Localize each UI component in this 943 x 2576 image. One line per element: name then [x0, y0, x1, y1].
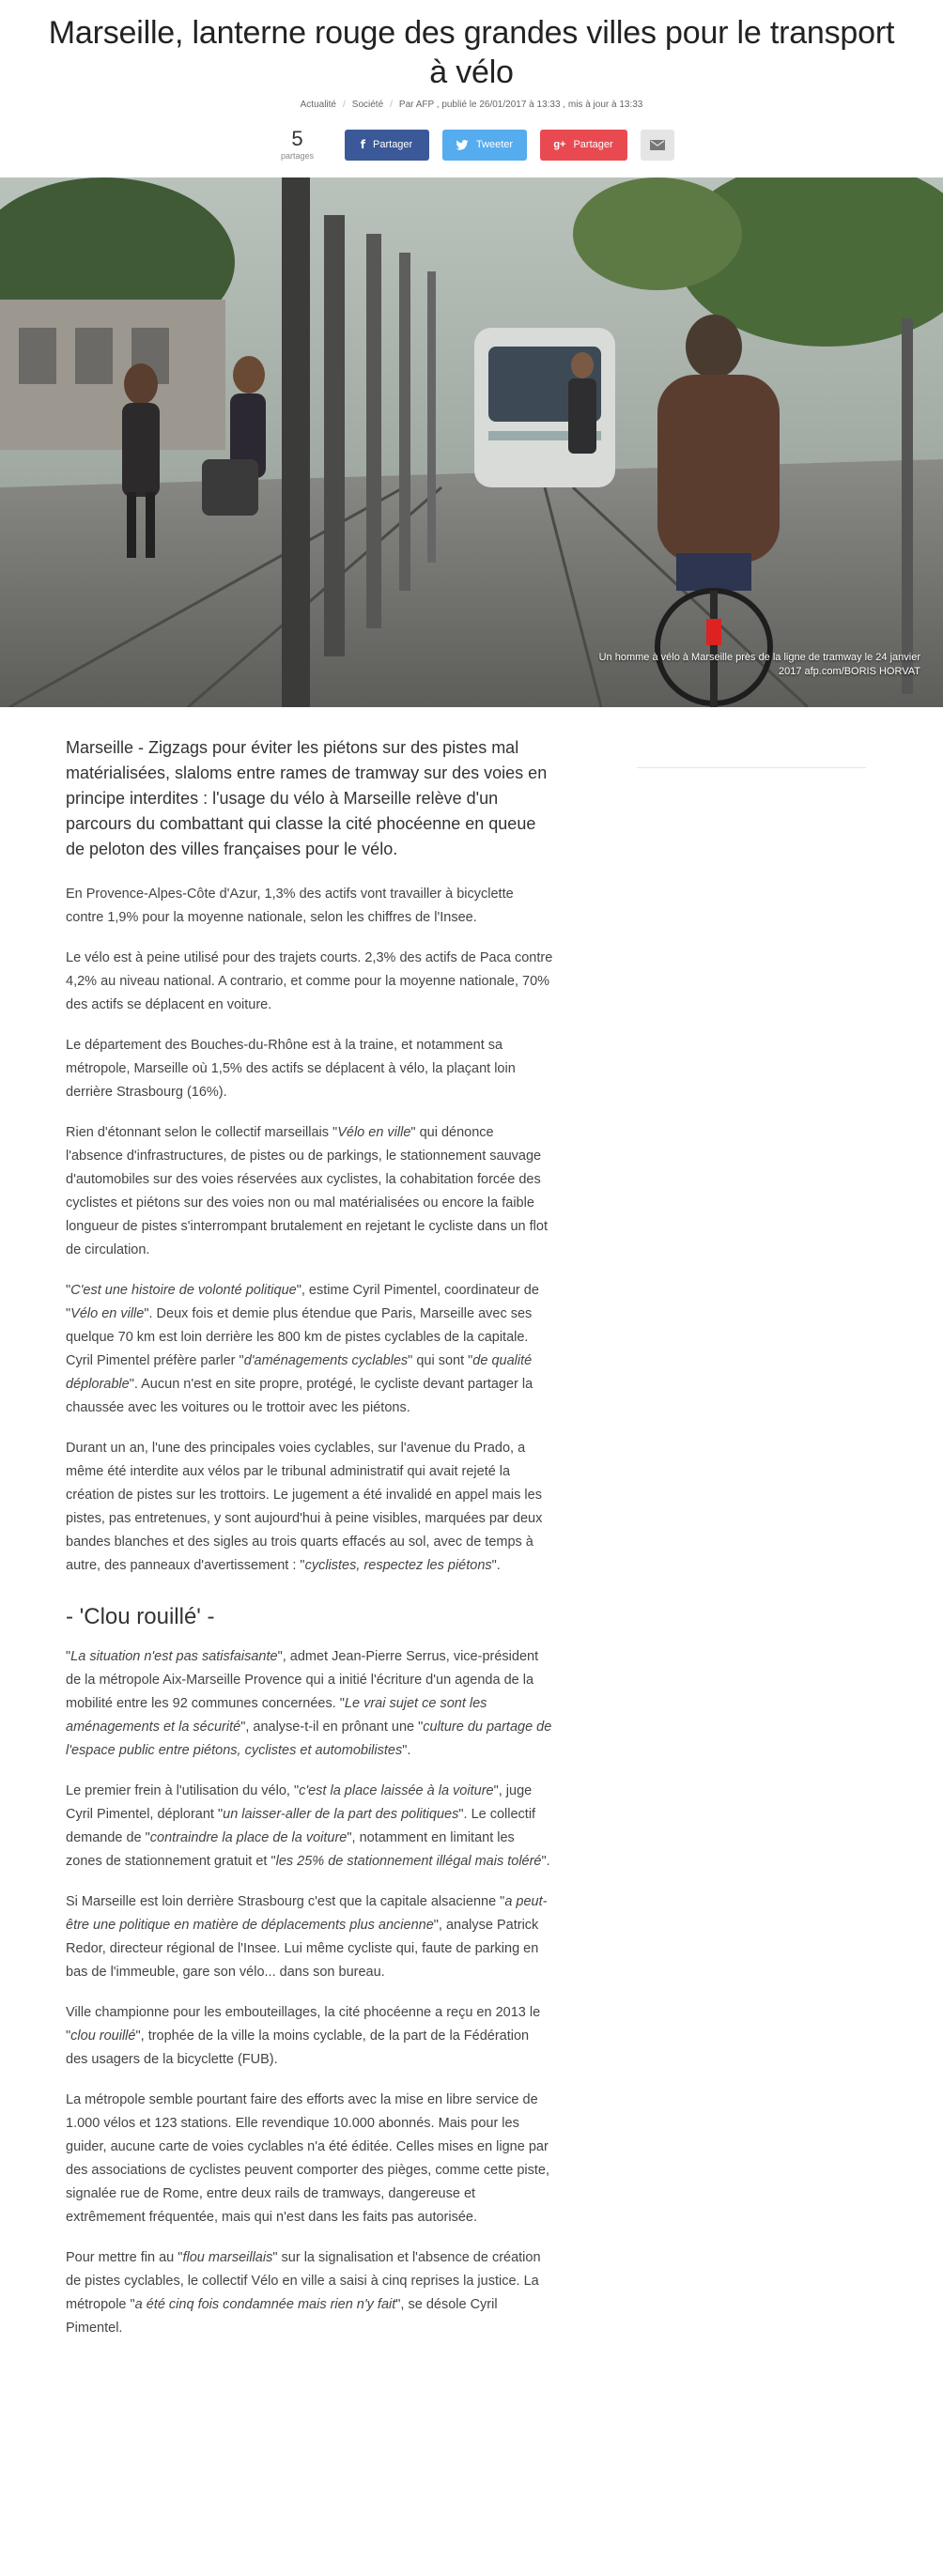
paragraph-text: ", analyse Patrick Redor, directeur régional de l'Insee. Lui même cycliste qui, faute de parking en bas de l'immeuble, gare son vélo... dans son bureau. — [66, 1918, 539, 1980]
twitter-icon — [456, 140, 469, 150]
article-paragraph — [66, 1034, 554, 1104]
article-paragraph — [66, 2089, 554, 2229]
article-title: Marseille, lanterne rouge des grandes villes pour le transport à vélo — [48, 15, 895, 90]
quote-text: un laisser-aller de la part des politiques — [223, 1807, 459, 1822]
article-paragraph — [66, 1890, 554, 1984]
article-paragraph — [66, 1780, 554, 1874]
photo-caption-line-2: 2017 afp.com/BORIS HORVAT — [778, 666, 920, 677]
article-photo — [0, 177, 943, 707]
quote-text: La situation n'est pas satisfaisante — [70, 1649, 278, 1664]
article-body — [66, 735, 554, 2357]
article-paragraph — [66, 2001, 554, 2072]
paragraph-text: " — [66, 1649, 71, 1664]
quote-text: Le vrai sujet ce sont les aménagements et la sécurité — [66, 1696, 487, 1735]
photo-caption — [599, 651, 920, 679]
paragraph-text: Rien d'étonnant selon le collectif marseillais " — [66, 1125, 338, 1140]
share-count-number: 5 — [291, 127, 303, 150]
paragraph-text: ". — [541, 1854, 550, 1869]
facebook-share-button[interactable] — [345, 130, 429, 161]
quote-text: a été cinq fois condamnée mais rien n'y fait — [134, 2297, 396, 2312]
googleplus-share-label: Partager — [573, 139, 613, 150]
share-bar — [38, 125, 905, 164]
category-link-actualite[interactable]: Actualité — [300, 100, 336, 110]
category-link-societe[interactable]: Société — [351, 100, 384, 110]
article-paragraph — [66, 1121, 554, 1262]
paragraph-text: ", analyse-t-il en prônant une " — [240, 1720, 424, 1735]
paragraph-text: ", estime Cyril Pimentel, coordinateur de " — [66, 1283, 539, 1321]
paragraph-text: ", admet Jean-Pierre Serrus, vice-président de la métropole Aix-Marseille Provence qui a initié l'écriture d'un agenda de la mobilité entre les 92 communes concernées. " — [66, 1649, 539, 1711]
sidebar-divider — [637, 767, 866, 768]
article-paragraph — [66, 947, 554, 1017]
googleplus-share-button[interactable] — [540, 130, 627, 161]
quote-text: Vélo en ville — [70, 1306, 145, 1321]
article-content-row — [0, 735, 943, 2357]
quote-text: flou marseillais — [182, 2250, 273, 2265]
quote-text: cyclistes, respectez les piétons — [304, 1558, 492, 1573]
quote-text: de qualité déplorable — [66, 1353, 533, 1392]
article-lead: Marseille - Zigzags pour éviter les piétons sur des pistes mal matérialisées, slaloms entre rames de tramway sur des voies en principe interdites : l'usage du vélo à Marseille relève d'un parcours du combattant qui classe la cité phocéenne en queue de peloton des villes françaises pour le vélo. — [66, 738, 548, 858]
share-count-label: partages — [280, 151, 315, 161]
quote-text: c'est la place laissée à la voiture — [299, 1783, 494, 1798]
quote-text: contraindre la place de la voiture — [149, 1830, 348, 1845]
article-paragraph — [66, 883, 554, 930]
paragraph-text: ", trophée de la ville la moins cyclable, de la part de la Fédération des usagers de la bicyclette (FUB). — [66, 2028, 530, 2067]
paragraph-text: ", juge Cyril Pimentel, déplorant " — [66, 1783, 533, 1822]
paragraph-text: ". — [491, 1558, 501, 1573]
share-count — [270, 129, 326, 161]
paragraph-text: " qui sont " — [408, 1353, 473, 1368]
quote-text: clou rouillé — [70, 2028, 136, 2044]
paragraph-text: En Provence-Alpes-Côte d'Azur, 1,3% des actifs vont travailler à bicyclette contre 1,9% pour la moyenne nationale, selon les chiffres de l'Insee. — [66, 887, 514, 925]
paragraph-text: Ville championne pour les embouteillages, la cité phocéenne a reçu en 2013 le " — [66, 2005, 541, 2044]
article-paragraph — [66, 1437, 554, 1578]
article-paragraph — [66, 2246, 554, 2340]
article-paragraph — [66, 1279, 554, 1420]
article-header — [0, 0, 943, 164]
paragraph-text: " qui dénonce l'absence d'infrastructures, de pistes ou de parkings, le stationnement sauvage d'automobiles sur des voies réservées aux cyclistes, la cohabitation forcée des cyclistes et piétons sur des voies non ou mal matérialisées ou encore la faible longueur de pistes s'interrompant brutalement en rejetant le cycliste dans un flot de circulation. — [66, 1125, 548, 1257]
paragraph-text: " sur la signalisation et l'absence de création de pistes cyclables, le collectif Vélo en ville a saisi à cinq reprises la justice. La métropole " — [66, 2250, 541, 2312]
quote-text: culture du partage de l'espace public entre piétons, cyclistes et automobilistes — [66, 1720, 552, 1758]
paragraph-text: ". Deux fois et demie plus étendue que Paris, Marseille avec ses quelque 70 km est loin derrière les 800 km de pistes cyclables de la capitale. Cyril Pimentel préfère parler " — [66, 1306, 533, 1368]
quote-text: a peut-être une politique en matière de déplacements plus ancienne — [66, 1894, 548, 1933]
paragraph-text: Le vélo est à peine utilisé pour des trajets courts. 2,3% des actifs de Paca contre 4,2% au niveau national. A contrario, et comme pour la moyenne nationale, 70% des actifs se déplacent en voiture. — [66, 950, 553, 1012]
quote-text: Vélo en ville — [337, 1125, 411, 1140]
paragraph-text: " — [66, 1283, 71, 1298]
mail-icon — [650, 140, 665, 150]
twitter-share-label: Tweeter — [475, 139, 514, 150]
paragraph-text: Durant un an, l'une des principales voies cyclables, sur l'avenue du Prado, a même été interdite aux vélos par le tribunal administratif qui avait rejeté la création de pistes sur les trottoirs. Le jugement a été invalidé en appel mais les pistes, pas entretenues, y sont aujourd'hui à peine visibles, marquées par deux bandes blanches et des sigles au trois quarts effacés au sol, avec de temps à autre, des panneaux d'avertissement : " — [66, 1441, 543, 1573]
article-byline: Par AFP , publié le 26/01/2017 à 13:33 , mis à jour à 13:33 — [398, 100, 643, 110]
article-paragraph — [66, 1645, 554, 1763]
quote-text: C'est une histoire de volonté politique — [70, 1283, 297, 1298]
twitter-share-button[interactable] — [442, 130, 527, 161]
paragraph-text: Pour mettre fin au " — [66, 2250, 183, 2265]
sidebar — [637, 735, 866, 2357]
paragraph-text: La métropole semble pourtant faire des efforts avec la mise en libre service de 1.000 vélos et 123 stations. Elle revendique 10.000 abonnés. Mais pour les guider, aucune carte de voies cyclables n'a été éditée. Celles mises en ligne par des associations de cyclistes peuvent comporter des pièges, comme cette piste, signalée rue de Rome, entre deux rails de tramways, dangereuse et extrêmement fréquentée, mais qui n'est dans les faits pas autorisée. — [66, 2092, 550, 2225]
paragraph-text: ". — [402, 1743, 411, 1758]
paragraph-text: ", notamment en limitant les zones de stationnement gratuit et " — [66, 1830, 515, 1869]
paragraph-text: ". Aucun n'est en site propre, protégé, le cycliste devant partager la chaussée avec les voitures ou le trottoir avec les piétons. — [66, 1377, 533, 1415]
facebook-icon: f — [360, 138, 366, 151]
paragraph-text: ". Le collectif demande de " — [66, 1807, 536, 1845]
article-paragraphs — [66, 883, 554, 1578]
article-meta — [38, 100, 905, 110]
photo-caption-line-1: Un homme à vélo à Marseille près de la ligne de tramway le 24 janvier — [598, 652, 920, 663]
article-paragraphs-2 — [66, 1645, 554, 2340]
mail-share-button[interactable] — [641, 130, 674, 161]
quote-text: d'aménagements cyclables — [243, 1353, 409, 1368]
facebook-share-label: Partager — [373, 139, 413, 150]
meta-separator: / — [343, 100, 346, 110]
street-photo-illustration — [0, 177, 943, 707]
quote-text: les 25% de stationnement illégal mais toléré — [275, 1854, 542, 1869]
meta-separator: / — [390, 100, 393, 110]
section-title: - 'Clou rouillé' - — [66, 1604, 215, 1629]
googleplus-icon: g+ — [553, 139, 566, 150]
paragraph-text: ", se désole Cyril Pimentel. — [66, 2297, 498, 2336]
paragraph-text: Le département des Bouches-du-Rhône est à la traine, et notamment sa métropole, Marseille où 1,5% des actifs se déplacent à vélo, la plaçant loin derrière Strasbourg (16%). — [66, 1038, 516, 1100]
paragraph-text: Si Marseille est loin derrière Strasbourg c'est que la capitale alsacienne " — [66, 1894, 505, 1909]
paragraph-text: Le premier frein à l'utilisation du vélo, " — [66, 1783, 300, 1798]
